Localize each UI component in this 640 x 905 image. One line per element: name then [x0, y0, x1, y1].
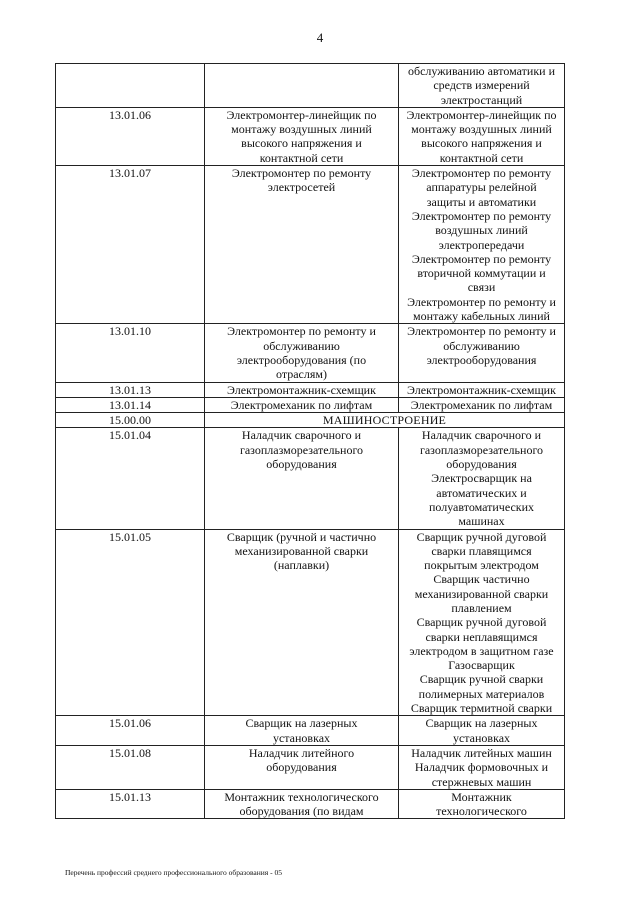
- profession-line: Электромонтажник-схемщик: [227, 382, 376, 397]
- profession-cell: [205, 107, 399, 165]
- page-footer: Перечень профессий среднего профессионального образования - 05: [65, 868, 282, 877]
- profession-line: оборудования: [266, 760, 337, 775]
- profession-line: Монтажник технологического: [224, 789, 379, 804]
- code-cell: 15.01.08: [56, 745, 205, 789]
- table-row: [56, 745, 565, 789]
- qualifications-cell: [399, 166, 565, 324]
- profession-cell: [205, 397, 399, 412]
- profession-line: обслуживанию: [263, 338, 340, 353]
- qualification-line: Газосварщик: [448, 658, 515, 673]
- profession-line: Наладчик сварочного и: [241, 428, 362, 443]
- qualifications-cell: [399, 745, 565, 789]
- qualification-line: сварки неплавящимся: [425, 629, 538, 644]
- qualification-line: Электромонтер по ремонту и: [407, 294, 556, 309]
- qualification-line: стержневых машин: [431, 774, 532, 789]
- qualification-line: установках: [452, 730, 511, 745]
- qualification-line: высокого напряжения и: [421, 136, 542, 151]
- profession-line: Электромонтер по ремонту и: [227, 324, 376, 339]
- code-cell: 13.01.10: [56, 324, 205, 382]
- qualification-line: плавлением: [451, 600, 512, 615]
- qualification-line: Наладчик литейных машин: [411, 745, 552, 760]
- profession-line: Сварщик (ручной и частично: [226, 529, 377, 544]
- profession-cell: [205, 789, 399, 819]
- qualification-line: Электромонтажник-схемщик: [407, 382, 556, 397]
- qualifications-cell: [399, 397, 565, 412]
- qualification-line: электрооборудования: [426, 352, 537, 367]
- profession-line: оборудования: [266, 457, 337, 472]
- qualification-line: Электромонтер по ремонту и: [407, 324, 556, 339]
- page-number: 4: [316, 30, 324, 45]
- code-cell: [56, 64, 205, 108]
- table-row: [56, 716, 565, 746]
- qualification-line: обслуживанию автоматики и: [407, 64, 556, 78]
- qualification-line: автоматических и: [436, 485, 527, 500]
- qualification-line: машинах: [458, 514, 505, 529]
- qualifications-cell: [399, 789, 565, 819]
- profession-line: отраслям): [276, 367, 327, 382]
- profession-line: газоплазморезательного: [239, 442, 364, 457]
- qualifications-cell: [399, 382, 565, 397]
- qualification-line: защиты и автоматики: [426, 194, 537, 209]
- qualification-line: монтажу воздушных линий: [411, 122, 552, 137]
- qualification-line: Электросварщик на: [431, 471, 532, 486]
- table-row: [56, 166, 565, 324]
- profession-line: (наплавки): [273, 558, 330, 573]
- table-row: [56, 382, 565, 397]
- profession-cell: [205, 529, 399, 716]
- table-row: [56, 64, 565, 108]
- table-row: [56, 428, 565, 529]
- qualification-line: Сварщик частично: [433, 572, 530, 587]
- qualification-line: механизированной сварки: [414, 586, 549, 601]
- qualification-line: Сварщик ручной дуговой: [416, 529, 547, 544]
- profession-line: Электромонтер-линейщик по: [226, 107, 377, 122]
- qualifications-cell: [399, 716, 565, 746]
- qualification-line: оборудования: [446, 457, 517, 472]
- table-row: [56, 529, 565, 716]
- qualification-line: Монтажник: [451, 789, 512, 804]
- section-row: [56, 413, 565, 428]
- qualifications-cell: [399, 529, 565, 716]
- profession-line: Сварщик на лазерных: [245, 716, 358, 731]
- profession-cell: [205, 382, 399, 397]
- qualification-line: полимерных материалов: [418, 686, 545, 701]
- code-cell: 15.01.04: [56, 428, 205, 529]
- qualifications-cell: [399, 428, 565, 529]
- profession-line: высокого напряжения и: [241, 136, 362, 151]
- profession-line: монтажу воздушных линий: [231, 122, 372, 137]
- table-row: [56, 789, 565, 819]
- code-cell: 13.01.06: [56, 107, 205, 165]
- profession-cell: [205, 428, 399, 529]
- profession-line: электрооборудования (по: [236, 352, 367, 367]
- code-cell: 15.01.13: [56, 789, 205, 819]
- code-cell: 13.01.07: [56, 166, 205, 324]
- qualification-line: газоплазморезательного: [419, 442, 544, 457]
- code-cell: 15.01.06: [56, 716, 205, 746]
- qualification-line: Сварщик термитной сварки: [410, 701, 553, 716]
- qualification-line: связи: [467, 280, 496, 295]
- profession-cell: [205, 166, 399, 324]
- table-row: [56, 107, 565, 165]
- qualification-line: полуавтоматических: [428, 499, 535, 514]
- code-cell: 15.01.05: [56, 529, 205, 716]
- qualification-line: монтажу кабельных линий: [413, 309, 550, 324]
- profession-line: электросетей: [267, 180, 336, 195]
- qualification-line: Сварщик ручной сварки: [419, 672, 544, 687]
- qualification-line: контактной сети: [439, 150, 524, 165]
- qualification-line: средств измерений: [433, 78, 530, 93]
- code-cell: 13.01.13: [56, 382, 205, 397]
- qualification-line: Электромонтер по ремонту: [411, 208, 552, 223]
- qualification-line: Наладчик сварочного и: [421, 428, 542, 443]
- qualifications-cell: [399, 107, 565, 165]
- qualifications-cell: [399, 324, 565, 382]
- qualification-line: Сварщик на лазерных: [425, 716, 538, 731]
- profession-line: оборудования (по видам: [239, 804, 364, 819]
- table-row: [56, 397, 565, 412]
- profession-line: установках: [272, 730, 331, 745]
- profession-cell: [205, 324, 399, 382]
- profession-line: Электромеханик по лифтам: [230, 397, 373, 412]
- qualification-line: электродом в защитном газе: [409, 643, 554, 658]
- qualification-line: сварки плавящимся: [431, 543, 532, 558]
- qualification-line: аппаратуры релейной: [426, 180, 537, 195]
- table-row: [56, 324, 565, 382]
- profession-cell: [205, 64, 399, 108]
- profession-line: механизированной сварки: [234, 543, 369, 558]
- professions-table: [55, 63, 565, 819]
- qualification-line: Электромонтер по ремонту: [411, 166, 552, 181]
- qualification-line: Сварщик ручной дуговой: [416, 615, 547, 630]
- qualification-line: технологического: [436, 804, 527, 819]
- qualification-line: Электромонтер по ремонту: [411, 251, 552, 266]
- profession-line: контактной сети: [259, 150, 344, 165]
- qualification-line: вторичной коммутации и: [417, 266, 546, 281]
- qualification-line: воздушных линий: [435, 223, 528, 238]
- qualification-line: электростанций: [440, 92, 523, 107]
- section-title: МАШИНОСТРОЕНИЕ: [205, 413, 565, 428]
- qualification-line: электропередачи: [438, 237, 525, 252]
- profession-line: Электромонтер по ремонту: [231, 166, 372, 181]
- qualifications-cell: [399, 64, 565, 108]
- qualification-line: Наладчик формовочных и: [414, 760, 549, 775]
- qualification-line: Электромеханик по лифтам: [410, 397, 553, 412]
- profession-line: Наладчик литейного: [248, 745, 355, 760]
- profession-cell: [205, 745, 399, 789]
- code-cell: 13.01.14: [56, 397, 205, 412]
- code-cell: 15.00.00: [56, 413, 205, 428]
- qualification-line: покрытым электродом: [424, 558, 539, 573]
- qualification-line: Электромонтер-линейщик по: [406, 107, 557, 122]
- qualification-line: обслуживанию: [443, 338, 520, 353]
- profession-cell: [205, 716, 399, 746]
